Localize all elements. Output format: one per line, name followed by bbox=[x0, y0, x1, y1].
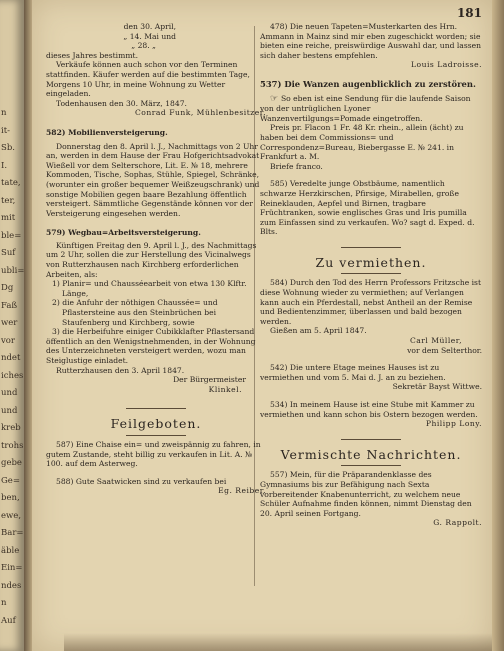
section-rule bbox=[341, 273, 401, 274]
ad-478: 478) Die neuen Tapeten=Musterkarten des Hrn. Ammann in Mainz sind mir eben zugeschickt worden; sie bieten eine reiche, preiswürdige Auswahl dar, und lassen sich daher bestens empfehlen. bbox=[260, 22, 481, 60]
ad-557: 557) Mein, für die Präparandenklasse des Gymnasiums bis zur Befähigung nach Sexta vorbereitender Knabenunterricht, zu welchem neue Schüler Aufnahme finden können, nimmt Dienstag den 20. April seinen Fortgang. bbox=[260, 470, 472, 518]
left-page-fragment: I. bbox=[1, 160, 8, 171]
intro-date-2: „ 14. Mai und bbox=[123, 31, 176, 41]
ad-579-place: Rutterzhausen den 3. April 1847. bbox=[56, 365, 185, 375]
left-page-fragment: vor bbox=[1, 335, 15, 346]
pointing-hand-icon: ☞ bbox=[270, 93, 281, 104]
ad-579-item-3: 3) die Herbeifuhre einiger Cubikklafter Pflastersand bbox=[52, 327, 255, 337]
left-column bbox=[46, 22, 266, 496]
ad-579-signature-title: Der Bürgermeister bbox=[173, 375, 246, 385]
left-page-fragment: Ge= bbox=[1, 475, 20, 486]
intro-date-1: den 30. April, bbox=[123, 22, 176, 31]
ad-579-end: öffentlich an den Wenigstnehmenden, in der Wohnung des Unterzeichneten versteigert werden, wozu man Steiglustige einladet. bbox=[46, 336, 256, 365]
ad-588: 588) Gute Saatwicken sind zu verkaufen bei bbox=[56, 476, 227, 486]
right-column bbox=[260, 22, 482, 528]
book-gutter bbox=[24, 0, 32, 651]
page-shadow bbox=[64, 633, 504, 651]
ad-542: 542) Die untere Etage meines Hauses ist zu vermiethen und vom 5. Mai d. J. an zu beziehen. bbox=[260, 363, 446, 382]
ad-588-signature: Eg. Reiber. bbox=[218, 486, 266, 496]
left-page-fragment: ter, bbox=[1, 195, 16, 206]
ad-582-title: 582) Mobilienversteigerung. bbox=[46, 127, 168, 137]
ad-542-signature: Sekretär Bayst Wittwe. bbox=[392, 382, 482, 392]
intro-body: dieses Jahres bestimmt. bbox=[46, 50, 138, 60]
left-page-fragment: Faß bbox=[1, 300, 18, 311]
left-page-fragment: mit bbox=[1, 213, 16, 223]
ad-537-end: Briefe franco. bbox=[270, 161, 323, 171]
ad-579-body: Künftigen Freitag den 9. April l. J., des Nachmittags um 2 Uhr, sollen die zur Herstellung des Vicinalwegs von Rutterzhausen nach Kirchberg erforderlichen Arbeiten, als: bbox=[46, 240, 257, 279]
left-page-fragment: ble= bbox=[1, 230, 22, 241]
section-rule bbox=[341, 247, 401, 248]
left-page-fragment: n bbox=[1, 108, 7, 118]
left-page-fragment: ndes bbox=[1, 580, 22, 591]
left-page-fragment: und bbox=[1, 388, 18, 398]
ad-534: 534) In meinem Hause ist eine Stube mit Kammer zu vermiethen und kann schon bis Ostern bezogen werden. bbox=[260, 400, 478, 419]
ad-584-place: Gießen am 5. April 1847. bbox=[270, 326, 367, 336]
intro-paragraph: Verkäufe können auch schon vor den Terminen stattfinden. Käufer werden auf die bestimmten Tage, Morgens 10 Uhr, in meine Wohnung zu Wetter eingeladen. bbox=[46, 60, 250, 99]
left-page-fragment: kreb bbox=[1, 423, 21, 433]
left-page-fragment: ewe, bbox=[1, 510, 22, 521]
section-heading-vermiethen: Zu vermiethen. bbox=[315, 254, 427, 270]
section-rule bbox=[126, 408, 186, 409]
ad-584-signature: Carl Müller, bbox=[409, 336, 462, 346]
left-page-fragment: it- bbox=[1, 125, 11, 136]
left-page-fragment: äble bbox=[1, 545, 20, 556]
left-page-fragment: iches bbox=[1, 370, 24, 381]
ad-557-signature: G. Rappolt. bbox=[433, 518, 482, 528]
right-page-edge bbox=[492, 0, 504, 651]
left-page-edge bbox=[0, 0, 24, 651]
ad-585: 585) Veredelte junge Obstbäume, namentlich schwarze Herzkirschen, Pfirsige, Mirabellen, große Reineklauden, Aepfel und Birnen, tragbare Früchtranken, sowie englisches Gras und Iris pumilla zum Einfassen sind zu verkaufen. Wo? sagt d. Exped. d. Blts. bbox=[260, 179, 475, 237]
ad-584: 584) Durch den Tod des Herrn Professors Fritzsche ist diese Wohnung wieder zu vermiethen; auf Verlangen kann auch ein Pferdestall, nebst Antheil an der Remise und Bedientenzimmer, überlassen und bald bezogen werden. bbox=[260, 278, 481, 326]
left-page-fragment: n bbox=[1, 598, 7, 608]
left-page-fragment: ndet bbox=[1, 353, 21, 363]
intro-signature: Conrad Funk, Mühlenbesitzer. bbox=[135, 108, 266, 118]
ad-579-signature: Klinkel. bbox=[208, 384, 242, 394]
newspaper-sheet bbox=[32, 0, 492, 651]
ad-587: 587) Eine Chaise ein= und zweispännig zu fahren, in gutem Zustande, steht billig zu verkaufen in Lit. A. № 100. auf dem Asterweg. bbox=[46, 439, 261, 469]
ad-584-signature-address: vor dem Selterthor. bbox=[407, 345, 482, 355]
intro-date-3: „ 28. „ bbox=[131, 41, 156, 51]
page-number: 181 bbox=[456, 6, 482, 20]
left-page-fragment: Auf bbox=[1, 615, 16, 626]
ad-537-price: Preis pr. Flacon 1 Fr. 48 Kr. rhein., allein (ächt) zu haben bei dem Commissions= und Correspondenz=Bureau, Biebergasse E. № 241. in Frankfurt a. M. bbox=[260, 123, 464, 162]
ad-582-body: Donnerstag den 8. April l. J., Nachmittags von 2 Uhr an, werden in dem Hause der Frau Hofgerichtsadvokat Wießell vor dem Selterschore, Lit. E. № 18, mehrere Kommoden, Tische, Sophas, Stühle, Spiegel, Schränke, (worunter ein großer bequemer Weißzeugschrank) und sonstige Mobilien gegen baare Bezahlung öffentlich versteigert. Sämmtliche Gegenstände können vor der Versteigerung eingesehen werden. bbox=[46, 141, 260, 218]
left-page-fragment: ben, bbox=[1, 493, 20, 503]
section-heading-feilgeboten: Feilgeboten. bbox=[110, 416, 202, 432]
section-rule bbox=[126, 435, 186, 436]
ad-537-body bbox=[260, 94, 482, 124]
left-page-fragment: Bar= bbox=[1, 528, 24, 538]
ad-579-title: 579) Wegbau=Arbeitsversteigerung. bbox=[46, 228, 201, 238]
left-page-fragment: Ein= bbox=[1, 563, 23, 573]
ad-579-item-2: 2) die Anfuhr der nöthigen Chaussée= und Pflastersteine aus den Steinbrüchen bei Staufenberg und Kirchberg, sowie bbox=[52, 298, 218, 327]
ad-537-body-text: So eben ist eine Sendung für die laufende Saison von der untrüglichen Lyoner Wanzenvertilgungs=Pomade eingetroffen. bbox=[260, 93, 471, 123]
left-page-fragment: trohs bbox=[1, 440, 24, 451]
left-page-fragment: wer bbox=[1, 318, 18, 328]
ad-478-signature: Louis Ladroisse. bbox=[410, 60, 482, 70]
ad-534-signature: Philipp Lony. bbox=[425, 419, 482, 429]
ad-537-title: 537) Die Wanzen augenblicklich zu zerstören. bbox=[260, 78, 476, 89]
left-page-fragment: tate, bbox=[1, 178, 21, 188]
section-rule bbox=[341, 465, 401, 466]
ad-579-item-1: 1) Planir= und Chausséearbeit von etwa 130 Klftr. Länge, bbox=[52, 279, 247, 298]
left-page-fragment: Dg bbox=[1, 283, 14, 293]
section-rule bbox=[341, 439, 401, 440]
left-page-fragment: gebe bbox=[1, 458, 22, 468]
left-page-fragment: und bbox=[1, 405, 18, 416]
left-page-fragment: Suf bbox=[1, 248, 16, 258]
section-heading-vermischte-nachrichten: Vermischte Nachrichten. bbox=[280, 446, 462, 462]
intro-place-date: Todenhausen den 30. März, 1847. bbox=[56, 98, 187, 108]
left-page-fragment: ubli= bbox=[1, 265, 24, 276]
left-page-fragment: Sb. bbox=[1, 143, 15, 153]
